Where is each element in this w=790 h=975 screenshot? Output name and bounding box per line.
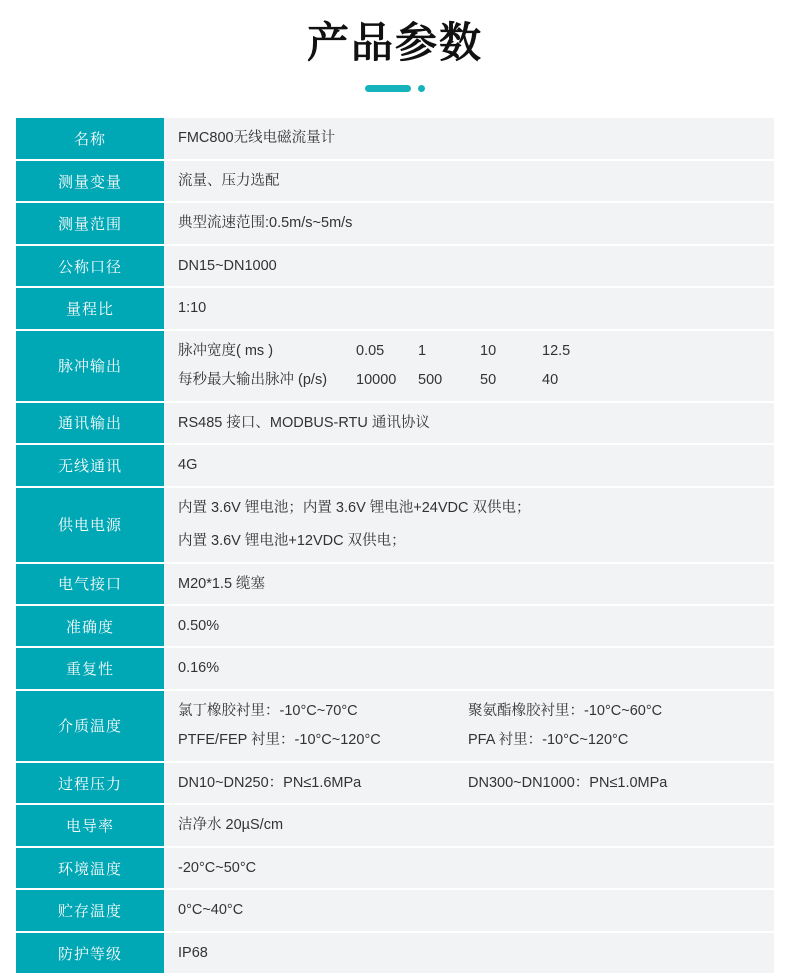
- row-value-measured-variable: 流量、压力选配: [164, 160, 774, 202]
- specification-table: [16, 118, 774, 975]
- row-value-conductivity: 洁净水 20µS/cm: [164, 804, 774, 846]
- table-row: [16, 889, 774, 931]
- power-supply-line-2: 内置 3.6V 锂电池+12VDC 双供电；: [178, 533, 406, 550]
- process-pressure-line-1: [178, 772, 774, 794]
- process-pressure-1b: DN300~DN1000：PN≤1.0MPa: [468, 774, 668, 791]
- row-value-ambient-temperature: -20°C~50°C: [164, 847, 774, 889]
- row-label-turndown-ratio: 量程比: [16, 287, 164, 329]
- divider-bar-icon: [365, 85, 411, 92]
- pulse-width-line: [178, 340, 774, 362]
- row-label-wireless: 无线通讯: [16, 444, 164, 486]
- medium-temperature-line-2: [178, 729, 774, 751]
- pulse-max-line: [178, 369, 774, 391]
- row-label-process-pressure: 过程压力: [16, 762, 164, 804]
- page-header: [0, 0, 790, 94]
- row-label-medium-temperature: 介质温度: [16, 690, 164, 762]
- power-supply-line-1: 内置 3.6V 锂电池；内置 3.6V 锂电池+24VDC 双供电；: [178, 499, 531, 516]
- table-row: [16, 118, 774, 159]
- row-label-storage-temperature: 贮存温度: [16, 889, 164, 931]
- table-row: [16, 487, 774, 563]
- table-row: [16, 847, 774, 889]
- medium-temperature-1a: 氯丁橡胶衬里：-10°C~70°C: [178, 702, 358, 719]
- divider-dot-icon: [418, 85, 425, 92]
- table-row: [16, 287, 774, 329]
- table-row: [16, 444, 774, 486]
- pulse-max-label: 每秒最大输出脉冲 (p/s): [178, 372, 328, 389]
- table-row: [16, 245, 774, 287]
- row-label-power-supply: 供电电源: [16, 487, 164, 563]
- row-value-protection-class: IP68: [164, 932, 774, 974]
- pulse-max-value-1: 10000: [356, 372, 397, 389]
- row-label-repeatability: 重复性: [16, 647, 164, 689]
- row-value-power-supply: [164, 487, 774, 563]
- pulse-max-value-2: 500: [418, 372, 443, 389]
- row-value-storage-temperature: 0°C~40°C: [164, 889, 774, 931]
- table-row: [16, 160, 774, 202]
- table-row: [16, 402, 774, 444]
- medium-temperature-1b: 聚氨酯橡胶衬里：-10°C~60°C: [468, 702, 663, 719]
- row-label-protection-class: 防护等级: [16, 932, 164, 974]
- row-value-repeatability: 0.16%: [164, 647, 774, 689]
- page-title: 产品参数: [306, 19, 483, 66]
- pulse-width-value-2: 1: [418, 342, 427, 359]
- medium-temperature-line-1: [178, 700, 774, 722]
- row-value-turndown-ratio: 1:10: [164, 287, 774, 329]
- row-label-conductivity: 电导率: [16, 804, 164, 846]
- pulse-max-value-4: 40: [542, 372, 559, 389]
- table-row: [16, 762, 774, 804]
- table-row: [16, 605, 774, 647]
- row-value-measuring-range: 典型流速范围:0.5m/s~5m/s: [164, 202, 774, 244]
- table-row: [16, 647, 774, 689]
- row-value-electrical-interface: M20*1.5 缆塞: [164, 563, 774, 605]
- row-label-pulse-output: 脉冲输出: [16, 330, 164, 402]
- pulse-max-value-3: 50: [480, 372, 497, 389]
- row-label-communication-output: 通讯输出: [16, 402, 164, 444]
- pulse-width-value-3: 10: [480, 342, 497, 359]
- row-value-pulse-output: [164, 330, 774, 402]
- row-label-accuracy: 准确度: [16, 605, 164, 647]
- table-row: [16, 932, 774, 974]
- row-label-electrical-interface: 电气接口: [16, 563, 164, 605]
- pulse-width-label: 脉冲宽度( ms ): [178, 342, 274, 359]
- row-label-nominal-diameter: 公称口径: [16, 245, 164, 287]
- row-value-wireless: 4G: [164, 444, 774, 486]
- table-row: [16, 202, 774, 244]
- row-label-measured-variable: 测量变量: [16, 160, 164, 202]
- row-value-nominal-diameter: DN15~DN1000: [164, 245, 774, 287]
- row-value-accuracy: 0.50%: [164, 605, 774, 647]
- row-value-communication-output: RS485 接口、MODBUS-RTU 通讯协议: [164, 402, 774, 444]
- row-value-name: FMC800无线电磁流量计: [164, 118, 774, 159]
- title-divider: [0, 82, 790, 94]
- pulse-width-value-1: 0.05: [356, 342, 385, 359]
- row-label-measuring-range: 测量范围: [16, 202, 164, 244]
- medium-temperature-2b: PFA 衬里：-10°C~120°C: [468, 732, 629, 749]
- table-row: [16, 563, 774, 605]
- medium-temperature-2a: PTFE/FEP 衬里：-10°C~120°C: [178, 732, 381, 749]
- table-row: [16, 330, 774, 402]
- row-value-process-pressure: [164, 762, 774, 804]
- process-pressure-1a: DN10~DN250：PN≤1.6MPa: [178, 774, 362, 791]
- table-row: [16, 804, 774, 846]
- row-label-name: 名称: [16, 118, 164, 159]
- table-row: [16, 690, 774, 762]
- pulse-width-value-4: 12.5: [542, 342, 571, 359]
- row-value-medium-temperature: [164, 690, 774, 762]
- row-label-ambient-temperature: 环境温度: [16, 847, 164, 889]
